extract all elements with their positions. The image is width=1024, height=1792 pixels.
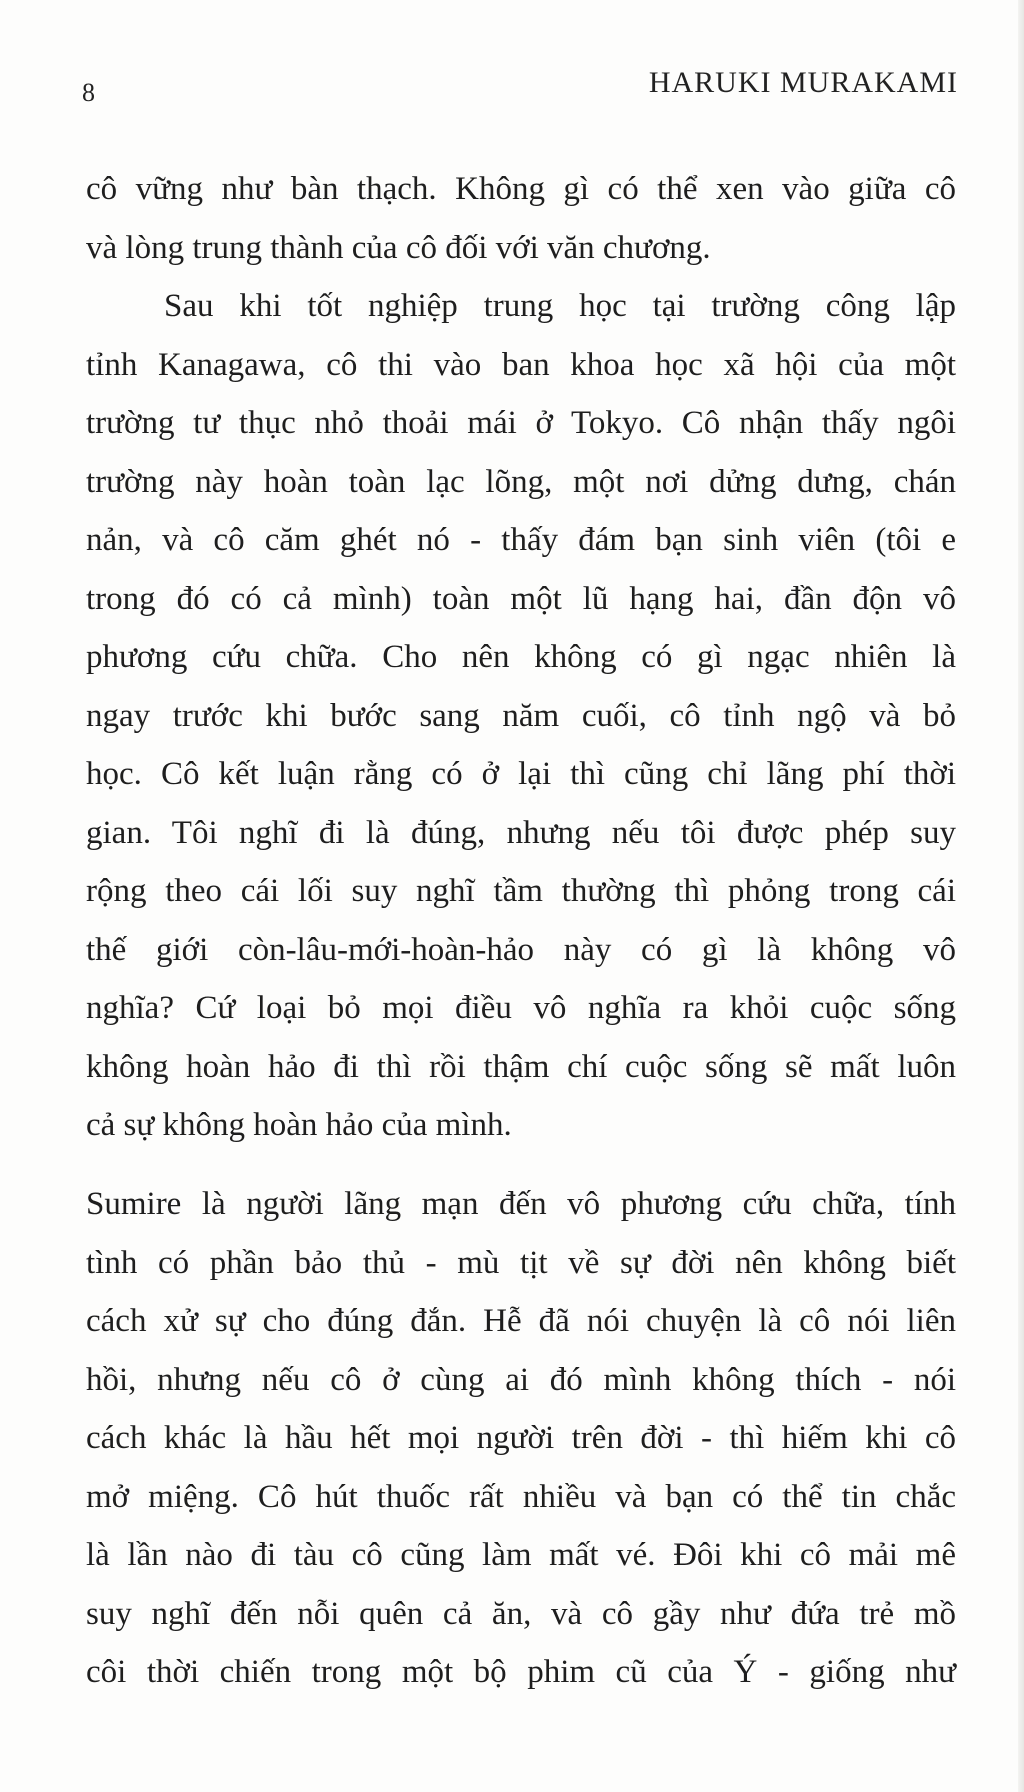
- paragraph-3-line-1: Sumire là người lãng mạn đến vô phương cứu chữa, tính: [86, 1186, 956, 1222]
- paragraph-2-line-15: cả sự không hoàn hảo của mình.: [86, 1107, 512, 1143]
- paragraph-2-line-4: trường này hoàn toàn lạc lõng, một nơi dửng dưng, chán: [86, 463, 956, 500]
- paragraph-3-line-7: là lần nào đi tàu cô cũng làm mất vé. Đôi khi cô mải mê: [86, 1537, 956, 1573]
- running-head-author: HARUKI MURAKAMI: [648, 66, 958, 99]
- paragraph-2-line-5: nản, và cô căm ghét nó - thấy đám bạn sinh viên (tôi e: [86, 522, 956, 558]
- paragraph-1-line-2: và lòng trung thành của cô đối với văn chương.: [86, 229, 711, 266]
- text-block-lower: [86, 1175, 956, 1702]
- paragraph-2-line-13: nghĩa? Cứ loại bỏ mọi điều vô nghĩa ra khỏi cuộc sống: [86, 990, 956, 1026]
- paragraph-2-line-12: thế giới còn-lâu-mới-hoàn-hảo này có gì là không vô: [86, 931, 956, 968]
- paragraph-2-line-10: gian. Tôi nghĩ đi là đúng, nhưng nếu tôi được phép suy: [86, 814, 956, 851]
- paragraph-2-line-11: rộng theo cái lối suy nghĩ tầm thường thì phỏng trong cái: [86, 873, 956, 909]
- paragraph-2-line-8: ngay trước khi bước sang năm cuối, cô tỉnh ngộ và bỏ: [86, 697, 956, 734]
- paragraph-2-line-6: trong đó có cả mình) toàn một lũ hạng hai, đần độn vô: [86, 580, 956, 617]
- paragraph-3-line-4: hồi, nhưng nếu cô ở cùng ai đó mình không thích - nói: [86, 1361, 956, 1398]
- page-edge-shadow: [1018, 0, 1024, 1792]
- paragraph-3-line-3: cách xử sự cho đúng đắn. Hễ đã nói chuyện là cô nói liên: [86, 1303, 956, 1339]
- paragraph-2-line-3: trường tư thục nhỏ thoải mái ở Tokyo. Cô nhận thấy ngôi: [86, 405, 956, 441]
- paragraph-2-line-1: Sau khi tốt nghiệp trung học tại trường công lập: [164, 288, 956, 324]
- paragraph-3-line-2: tình có phần bảo thủ - mù tịt về sự đời nên không biết: [86, 1244, 956, 1281]
- text-block-upper: [86, 160, 956, 1155]
- paragraph-2: [86, 277, 956, 1155]
- paragraph-2-line-9: học. Cô kết luận rằng có ở lại thì cũng chỉ lãng phí thời: [86, 756, 956, 792]
- paragraph-3: [86, 1175, 956, 1702]
- paragraph-2-line-7: phương cứu chữa. Cho nên không có gì ngạc nhiên là: [86, 639, 956, 675]
- paragraph-3-line-5: cách khác là hầu hết mọi người trên đời - thì hiếm khi cô: [86, 1420, 956, 1456]
- paragraph-3-line-9: côi thời chiến trong một bộ phim cũ của Ý - giống như: [86, 1654, 956, 1690]
- paragraph-1-line-1: cô vững như bàn thạch. Không gì có thể xen vào giữa cô: [86, 171, 956, 207]
- page-number: 8: [82, 78, 95, 107]
- paragraph-1: [86, 160, 956, 277]
- paragraph-3-line-6: mở miệng. Cô hút thuốc rất nhiều và bạn có thể tin chắc: [86, 1478, 956, 1515]
- page-header: [82, 52, 958, 108]
- paragraph-2-line-14: không hoàn hảo đi thì rồi thậm chí cuộc sống sẽ mất luôn: [86, 1048, 956, 1085]
- paragraph-2-line-2: tỉnh Kanagawa, cô thi vào ban khoa học xã hội của một: [86, 346, 956, 383]
- paragraph-3-line-8: suy nghĩ đến nỗi quên cả ăn, và cô gầy như đứa trẻ mồ: [86, 1595, 956, 1632]
